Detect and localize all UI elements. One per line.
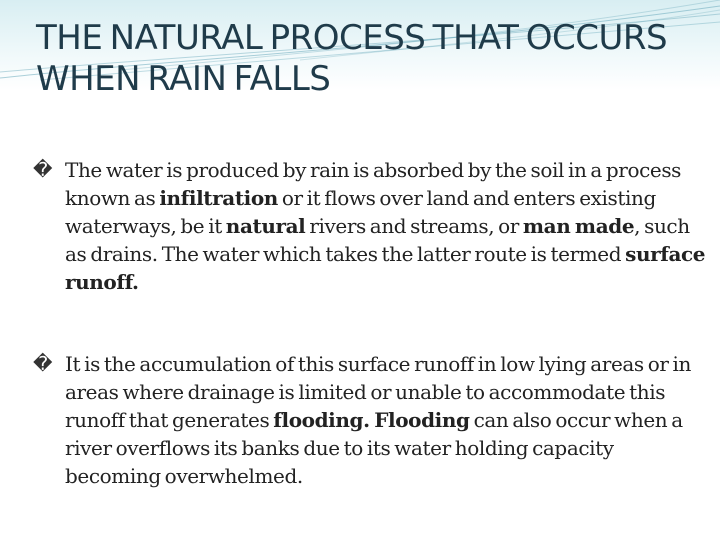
body-bullet-list <box>34 156 706 490</box>
paragraph-text <box>65 158 705 294</box>
bold-term: surface runoff. <box>65 242 706 294</box>
bold-term: infiltration <box>159 186 278 210</box>
paragraph-text <box>65 352 691 488</box>
bullet-glyph-icon: � <box>33 353 53 375</box>
text-run: , such as drains. The water which takes the latter route is termed <box>65 214 690 266</box>
text-run: or it flows over land and enters existing waterways, be it <box>65 186 656 238</box>
bullet-glyph-icon: � <box>33 159 53 181</box>
text-run: It is the accumulation of this surface runoff in low lying areas or in areas where drainage is limited or unable to accommodate this runoff that generates <box>65 352 691 432</box>
text-run: can also occur when a river overflows its banks due to its water holding capacity becoming overwhelmed. <box>65 408 683 488</box>
slide-title: THE NATURAL PROCESS THAT OCCURS WHEN RAIN FALLS <box>36 18 668 99</box>
bold-term: natural <box>225 214 306 238</box>
text-run: The water is produced by rain is absorbed by the soil in a process known as <box>65 158 682 210</box>
bullet-paragraph <box>34 156 706 296</box>
text-run: rivers and streams, or <box>305 214 523 238</box>
bullet-paragraph <box>34 350 706 490</box>
bold-term: man made <box>522 214 635 238</box>
bold-term: flooding. Flooding <box>273 408 470 432</box>
